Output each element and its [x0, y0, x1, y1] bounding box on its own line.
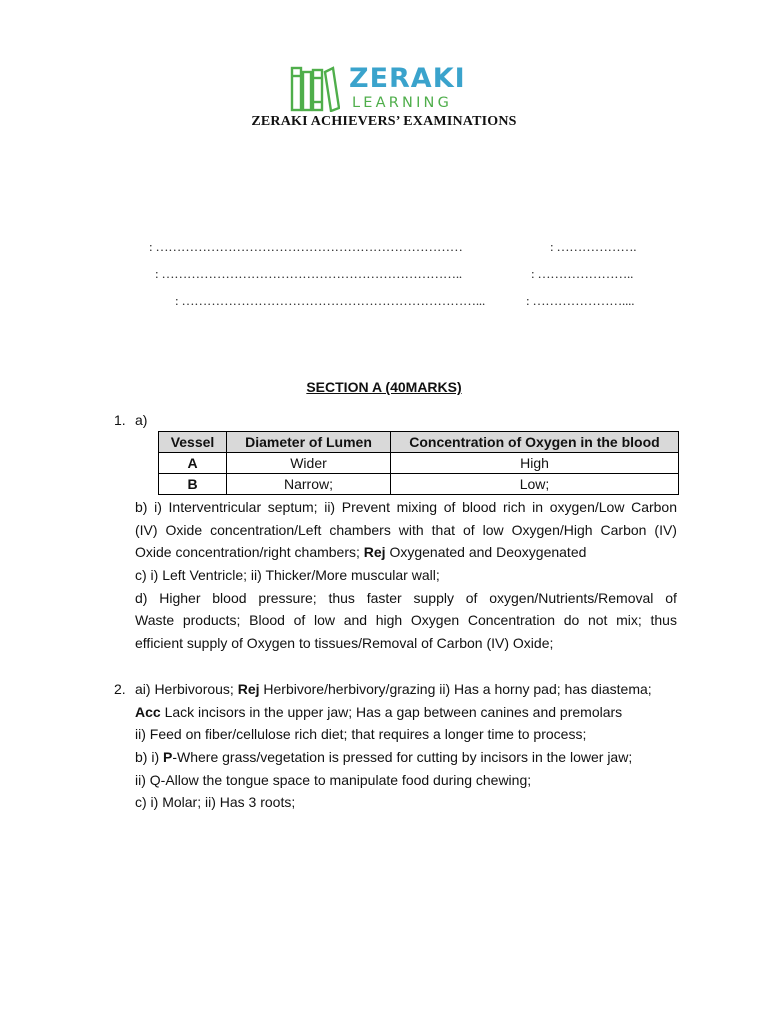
form-line-3-right: : ………………….... — [526, 293, 635, 308]
question-1-part-a: a) — [135, 412, 148, 428]
word: Oxide — [165, 521, 203, 538]
answer-text: ai) Herbivorous; — [135, 681, 238, 697]
answer-1b-line-3 — [135, 541, 677, 564]
word: Waste — [135, 612, 175, 629]
table-header: Concentration of Oxygen in the blood — [391, 432, 679, 453]
word: supply — [413, 589, 454, 606]
word: of — [293, 612, 306, 629]
answer-2a — [135, 678, 652, 701]
word: blood — [212, 589, 247, 606]
zeraki-logo — [290, 64, 480, 114]
table-cell: Low; — [391, 474, 679, 495]
p-label: P — [163, 749, 173, 766]
word: Higher — [159, 589, 201, 606]
word: with — [398, 521, 424, 538]
section-title: SECTION A (40MARKS) — [306, 379, 462, 395]
word: Oxygen/High — [511, 521, 593, 538]
word: thus — [328, 589, 355, 606]
word: of — [462, 521, 475, 538]
rej-label: Rej — [237, 681, 260, 697]
word: i) — [154, 499, 162, 515]
table-cell: Wider — [227, 453, 391, 474]
vessel-table — [158, 431, 679, 495]
exam-title: ZERAKI ACHIEVERS’ EXAMINATIONS — [251, 114, 517, 129]
form-line-2-left: : …………………………………………………………….. — [155, 266, 462, 281]
answer-text: b) i) — [135, 749, 163, 766]
answer-text: Oxygenated and Deoxygenated — [385, 544, 587, 561]
word: (IV) — [135, 521, 158, 538]
word: (IV) — [654, 521, 677, 538]
answer-2c: c) i) Molar; ii) Has 3 roots; — [135, 794, 296, 811]
word: Blood — [249, 612, 285, 629]
answer-1c: c) i) Left Ventricle; ii) Thicker/More muscular wall; — [135, 567, 440, 584]
word: Prevent — [341, 499, 390, 515]
word: Carbon — [600, 521, 647, 538]
word: of — [443, 499, 456, 515]
answer-text: Herbivore/herbivory/grazing ii) Has a horny pad; has diastema; — [259, 681, 652, 697]
word: Interventricular — [168, 499, 262, 515]
word: d) — [135, 589, 148, 606]
word: of — [465, 589, 478, 606]
word: Carbon — [631, 499, 677, 515]
table-cell: B — [159, 474, 227, 495]
word: products; — [182, 612, 241, 629]
word: septum; — [267, 499, 318, 515]
word: blood — [462, 499, 497, 515]
form-line-3-left: : ……………………………………………………………... — [175, 293, 486, 308]
answer-2a-acc — [135, 701, 652, 724]
word: chambers — [329, 521, 391, 538]
word: of — [665, 589, 677, 606]
word: not — [587, 612, 608, 629]
answer-1b-line-1 — [135, 496, 677, 519]
answer-1d-line-1 — [135, 587, 677, 610]
word: low — [482, 521, 504, 538]
word: oxygen/Nutrients/Removal — [489, 589, 654, 606]
form-line-1-right: : ………………. — [550, 239, 637, 254]
answer-1d-line-2 — [135, 609, 677, 632]
table-cell: Narrow; — [227, 474, 391, 495]
answer-2b-ii: ii) Q-Allow the tongue space to manipulate food during chewing; — [135, 771, 532, 788]
table-header: Diameter of Lumen — [227, 432, 391, 453]
answer-1d-line-3: efficient supply of Oxygen to tissues/Removal of Carbon (IV) Oxide; — [135, 635, 554, 652]
logo-text-zeraki: ZERAKI — [349, 63, 466, 94]
form-line-2-right: : ………………….. — [531, 266, 634, 281]
word: mixing — [396, 499, 438, 515]
table-cell: A — [159, 453, 227, 474]
question-number-1: 1. — [114, 412, 126, 428]
question-number-2: 2. — [114, 681, 126, 697]
question-1-answers — [135, 496, 677, 655]
word: rich — [502, 499, 526, 515]
answer-text: Lack incisors in the upper jaw; Has a gap between canines and premolars — [160, 703, 623, 720]
question-2-answers — [135, 678, 652, 814]
answer-2b-i — [135, 746, 652, 769]
word: concentration/Left — [210, 521, 322, 538]
answer-text: -Where grass/vegetation is pressed for cutting by incisors in the lower jaw; — [172, 749, 633, 766]
books-icon — [290, 64, 340, 112]
form-line-1-left: : ……………………………………………………………… — [149, 239, 463, 254]
word: do — [563, 612, 580, 629]
word: b) — [135, 499, 148, 515]
logo-text-learning: LEARNING — [352, 95, 453, 111]
word: pressure; — [258, 589, 317, 606]
table-header-row — [159, 432, 679, 453]
word: high — [375, 612, 403, 629]
word: oxygen/Low — [549, 499, 625, 515]
word: in — [532, 499, 544, 515]
answer-1b-line-2 — [135, 519, 677, 542]
rej-label: Rej — [363, 544, 386, 561]
table-header: Vessel — [159, 432, 227, 453]
word: that — [431, 521, 456, 538]
word: faster — [366, 589, 402, 606]
table-row — [159, 453, 679, 474]
word: low — [314, 612, 336, 629]
answer-2a-ii: ii) Feed on fiber/cellulose rich diet; that requires a longer time to process; — [135, 726, 587, 743]
answer-text: Oxide concentration/right chambers; — [135, 544, 364, 561]
word: ii) — [324, 499, 336, 515]
table-cell: High — [391, 453, 679, 474]
word: Concentration — [467, 612, 556, 629]
word: and — [343, 612, 368, 629]
word: Oxygen — [410, 612, 460, 629]
word: mix; — [616, 612, 642, 629]
acc-label: Acc — [135, 703, 161, 720]
table-row — [159, 474, 679, 495]
word: thus — [650, 612, 677, 629]
